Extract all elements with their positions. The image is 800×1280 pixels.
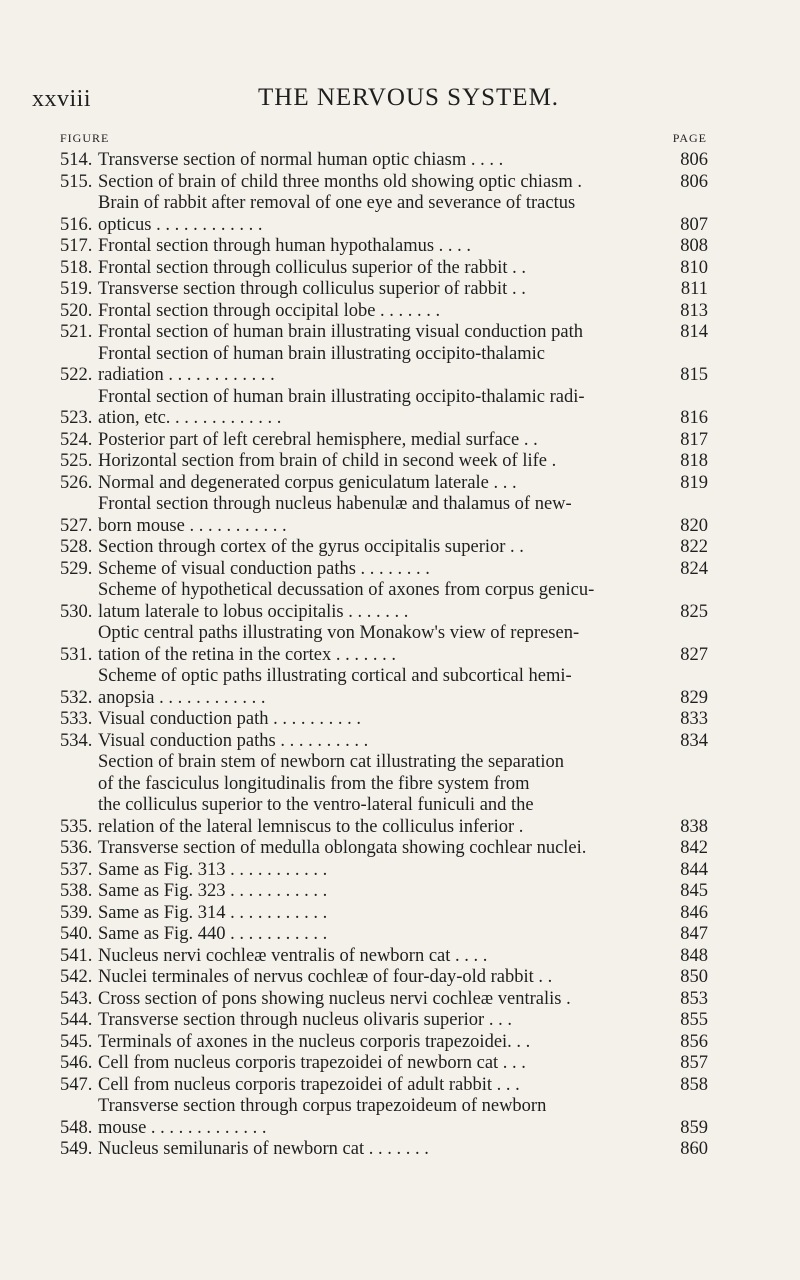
page-number: 829: [680, 687, 708, 708]
figure-caption: Section through cortex of the gyrus occipitalis superior . .: [98, 537, 524, 557]
figure-number: 530.: [60, 601, 93, 622]
page-number: 825: [680, 601, 708, 622]
figure-caption: Transverse section of normal human optic chiasm . . . .: [98, 150, 504, 170]
list-item: [60, 473, 708, 495]
page-number: 845: [680, 881, 708, 901]
figure-number: 521.: [60, 322, 93, 342]
list-item: [60, 279, 708, 301]
figure-caption: Same as Fig. 314 . . . . . . . . . . .: [98, 902, 328, 923]
figure-caption: Frontal section through human hypothalamus . . . .: [98, 236, 472, 256]
list-item: [60, 1032, 708, 1054]
page-number: 850: [680, 967, 708, 987]
list-item: [60, 559, 708, 581]
page-number: 834: [680, 730, 708, 751]
figure-caption: Cell from nucleus corporis trapezoidei of adult rabbit . . .: [98, 1074, 520, 1095]
figure-number: 536.: [60, 838, 93, 858]
column-headings: [60, 131, 707, 146]
list-item: [60, 1010, 708, 1032]
figure-caption: Nucleus nervi cochleæ ventralis of newborn cat . . . .: [98, 945, 488, 966]
figure-caption: Horizontal section from brain of child in second week of life .: [98, 451, 557, 471]
list-item: [60, 1053, 708, 1075]
page-number: 857: [680, 1053, 708, 1073]
figure-caption: Terminals of axones in the nucleus corporis trapezoidei. . .: [98, 1031, 531, 1052]
figure-number: 527.: [60, 515, 93, 536]
list-item: [60, 881, 708, 903]
list-item: [60, 236, 708, 258]
list-item: [60, 860, 708, 882]
figure-number: 544.: [60, 1010, 93, 1030]
figure-number: 539.: [60, 902, 93, 923]
figure-number: 532.: [60, 687, 93, 708]
page-number: 813: [680, 300, 708, 321]
page-number: 848: [680, 945, 708, 966]
page-number: 806: [680, 171, 708, 192]
figure-caption: Scheme of optic paths illustrating cortical and subcortical hemi- anopsia . . . . . . . . . . . .: [98, 666, 572, 708]
figure-caption: Section of brain stem of newborn cat illustrating the separation of the fasciculus longitudinalis from the fibre system from the colliculus superior to the ventro-lateral funiculi and the relation of the lateral lemniscus to the colliculus inferior .: [98, 752, 564, 837]
page-number: 856: [680, 1031, 708, 1052]
figure-number: 531.: [60, 644, 93, 665]
list-item: [60, 150, 708, 172]
page-number: 814: [680, 322, 708, 342]
list-item: [60, 666, 708, 709]
page-column-heading: PAGE: [672, 131, 707, 145]
figure-caption: Cross section of pons showing nucleus nervi cochleæ ventralis .: [98, 988, 571, 1009]
figure-number: 535.: [60, 816, 93, 837]
figure-number: 514.: [60, 150, 93, 170]
list-item: [60, 731, 708, 753]
figure-number: 515.: [60, 171, 93, 192]
page-number: 816: [680, 408, 708, 428]
figure-column-heading: FIGURE: [60, 131, 110, 145]
figure-number: 540.: [60, 924, 93, 944]
figure-number: 546.: [60, 1053, 93, 1073]
list-item: [60, 258, 708, 280]
page-number: 820: [680, 515, 708, 536]
figure-number: 538.: [60, 881, 93, 901]
figure-number: 548.: [60, 1117, 93, 1138]
figure-caption: Scheme of visual conduction paths . . . . . . . .: [98, 558, 430, 579]
list-item: [60, 838, 708, 860]
list-item: [60, 193, 708, 236]
page-number: 827: [680, 644, 708, 665]
figure-caption: Frontal section of human brain illustrating occipito-thalamic radiation . . . . . . . . . . . .: [98, 343, 545, 385]
figure-number: 523.: [60, 408, 93, 428]
list-item: [60, 172, 708, 194]
page-number: 833: [680, 709, 708, 729]
figure-caption: Transverse section through colliculus superior of rabbit . .: [98, 279, 526, 299]
figure-caption: Transverse section through corpus trapezoideum of newborn mouse . . . . . . . . . . . . .: [98, 1096, 547, 1138]
list-item: [60, 580, 708, 623]
running-head: THE NERVOUS SYSTEM.: [258, 84, 560, 111]
figure-list: [60, 150, 708, 1161]
figure-caption: Frontal section through colliculus superior of the rabbit . .: [98, 257, 526, 278]
page-number: 859: [680, 1117, 708, 1138]
figure-caption: Section of brain of child three months old showing optic chiasm .: [98, 171, 582, 192]
figure-number: 542.: [60, 967, 93, 987]
list-item: [60, 494, 708, 537]
list-item: [60, 451, 708, 473]
list-item: [60, 1139, 708, 1161]
page-folio: xxviii: [32, 86, 92, 112]
page-number: 858: [680, 1074, 708, 1095]
figure-number: 520.: [60, 300, 93, 321]
page-number: 808: [680, 236, 708, 256]
list-item: [60, 903, 708, 925]
list-item: [60, 430, 708, 452]
page-number: 819: [680, 472, 708, 493]
list-item: [60, 1096, 708, 1139]
list-item: [60, 946, 708, 968]
page-number: 855: [680, 1010, 708, 1030]
figure-caption: Same as Fig. 440 . . . . . . . . . . .: [98, 924, 328, 944]
list-item: [60, 537, 708, 559]
list-item: [60, 752, 708, 838]
figure-number: 533.: [60, 709, 93, 729]
figure-caption: Frontal section through nucleus habenulæ and thalamus of new- born mouse . . . . . . . . . . .: [98, 494, 572, 536]
page-number: 806: [680, 150, 708, 170]
page-number: 810: [680, 257, 708, 278]
figure-caption: Posterior part of left cerebral hemisphere, medial surface . .: [98, 429, 538, 450]
list-item: [60, 301, 708, 323]
page-number: 811: [680, 279, 708, 299]
figure-caption: Scheme of hypothetical decussation of axones from corpus genicu- latum laterale to lobus occipitalis . . . . . . .: [98, 580, 595, 622]
page-number: 822: [680, 537, 708, 557]
figure-caption: Cell from nucleus corporis trapezoidei of newborn cat . . .: [98, 1053, 526, 1073]
figure-number: 545.: [60, 1031, 93, 1052]
figure-caption: Normal and degenerated corpus geniculatum laterale . . .: [98, 472, 517, 493]
figure-caption: Visual conduction path . . . . . . . . . .: [98, 709, 361, 729]
figure-number: 549.: [60, 1139, 93, 1159]
page-number: 847: [680, 924, 708, 944]
figure-caption: Frontal section through occipital lobe . . . . . . .: [98, 300, 441, 321]
figure-number: 518.: [60, 257, 93, 278]
list-item: [60, 387, 708, 430]
list-item: [60, 1075, 708, 1097]
figure-number: 522.: [60, 365, 93, 385]
figure-number: 516.: [60, 214, 93, 235]
list-item: [60, 924, 708, 946]
list-item: [60, 623, 708, 666]
page-number: 815: [680, 365, 708, 385]
page-number: 846: [680, 902, 708, 923]
list-item: [60, 709, 708, 731]
page-number: 844: [680, 859, 708, 880]
figure-caption: Visual conduction paths . . . . . . . . . .: [98, 730, 369, 751]
figure-caption: Nucleus semilunaris of newborn cat . . . . . . .: [98, 1139, 429, 1159]
figure-caption: Nuclei terminales of nervus cochleæ of four-day-old rabbit . .: [98, 967, 553, 987]
figure-caption: Same as Fig. 313 . . . . . . . . . . .: [98, 859, 328, 880]
figure-caption: Frontal section of human brain illustrating occipito-thalamic radi- ation, etc. . . . . . . . . . . . .: [98, 386, 585, 428]
figure-number: 543.: [60, 988, 93, 1009]
page-number: 817: [680, 429, 708, 450]
list-item: [60, 322, 708, 344]
page-number: 818: [680, 451, 708, 471]
figure-number: 529.: [60, 558, 93, 579]
page-number: 807: [680, 214, 708, 235]
figure-caption: Frontal section of human brain illustrating visual conduction path: [98, 322, 584, 342]
figure-caption: Transverse section of medulla oblongata showing cochlear nuclei.: [98, 838, 587, 858]
figure-number: 537.: [60, 859, 93, 880]
figure-number: 547.: [60, 1074, 93, 1095]
page-number: 853: [680, 988, 708, 1009]
figure-caption: Brain of rabbit after removal of one eye and severance of tractus opticus . . . . . . . . . . . .: [98, 193, 576, 235]
page-number: 842: [680, 838, 708, 858]
figure-caption: Optic central paths illustrating von Monakow's view of represen- tation of the retina in the cortex . . . . . . .: [98, 623, 580, 665]
list-item: [60, 989, 708, 1011]
figure-caption: Same as Fig. 323 . . . . . . . . . . .: [98, 881, 328, 901]
figure-number: 524.: [60, 429, 93, 450]
figure-number: 519.: [60, 279, 93, 299]
list-item: [60, 967, 708, 989]
figure-caption: Transverse section through nucleus olivaris superior . . .: [98, 1010, 512, 1030]
page-number: 860: [680, 1139, 708, 1159]
figure-number: 534.: [60, 730, 93, 751]
list-item: [60, 344, 708, 387]
figure-number: 541.: [60, 945, 93, 966]
figure-number: 517.: [60, 236, 93, 256]
figure-number: 528.: [60, 537, 93, 557]
figure-number: 525.: [60, 451, 93, 471]
figure-number: 526.: [60, 472, 93, 493]
page-number: 824: [680, 558, 708, 579]
page-number: 838: [680, 816, 708, 837]
